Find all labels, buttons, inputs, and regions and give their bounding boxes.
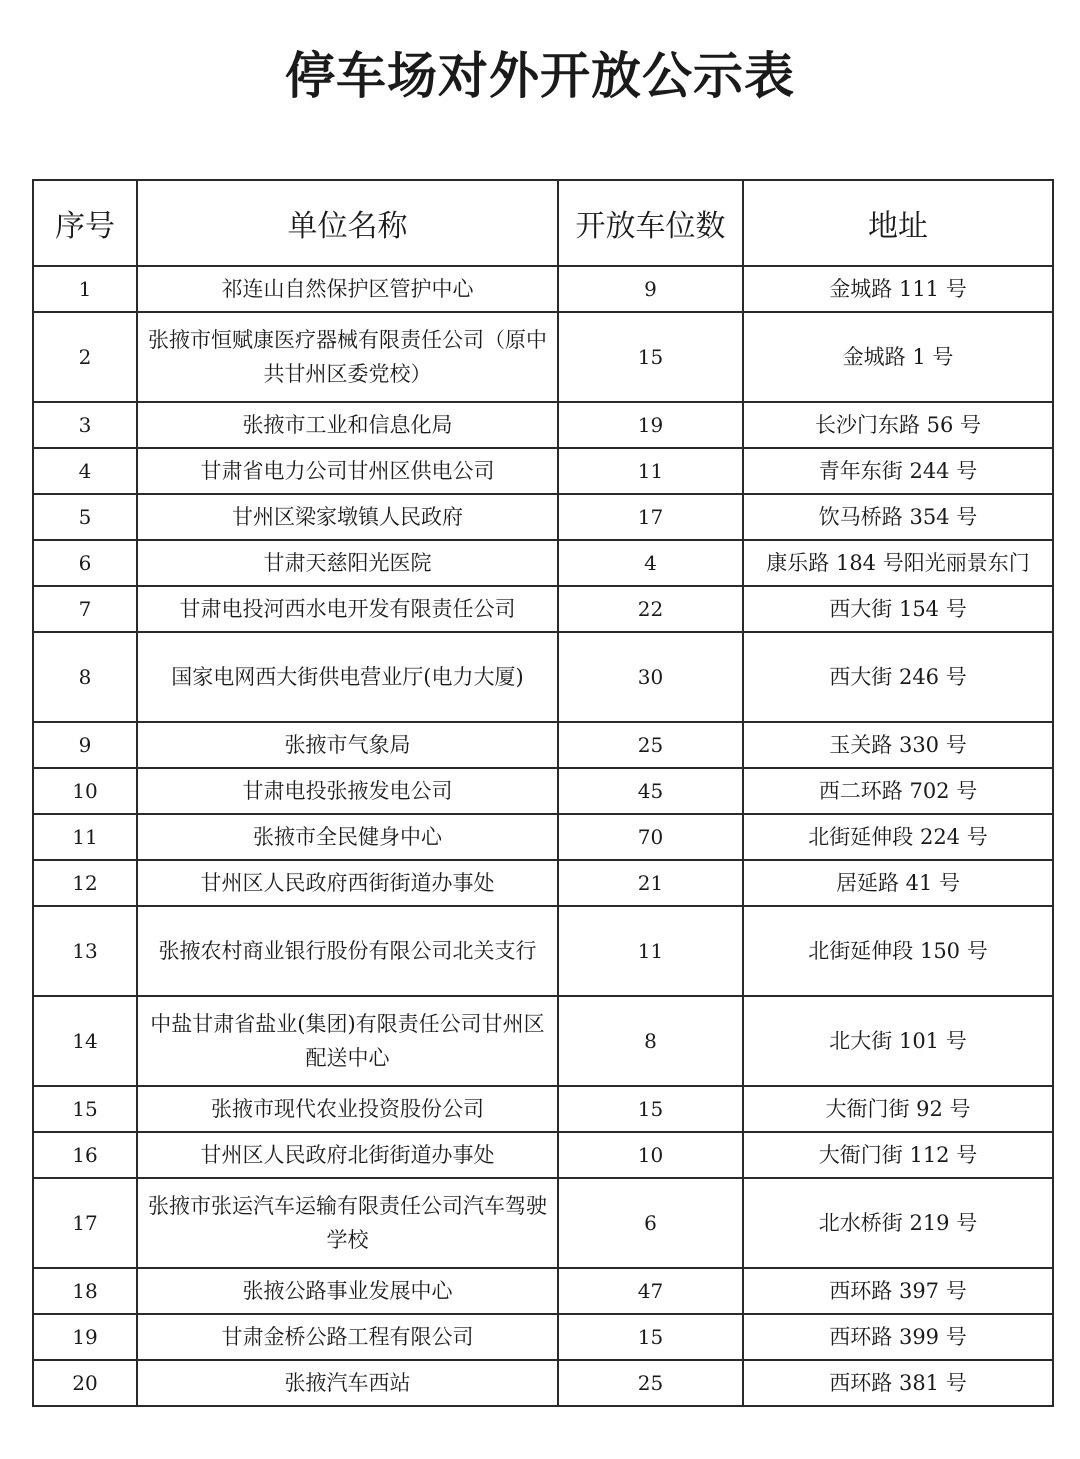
parking-table xyxy=(32,179,1054,1407)
cell-no: 15 xyxy=(33,1086,137,1132)
cell-count: 25 xyxy=(558,1360,743,1406)
table-row xyxy=(33,540,1053,586)
cell-count: 47 xyxy=(558,1268,743,1314)
cell-count: 45 xyxy=(558,768,743,814)
cell-no: 11 xyxy=(33,814,137,860)
cell-no: 13 xyxy=(33,906,137,996)
cell-name: 甘肃金桥公路工程有限公司 xyxy=(137,1314,558,1360)
cell-count: 21 xyxy=(558,860,743,906)
cell-address: 金城路 111 号 xyxy=(743,266,1053,312)
cell-address: 西环路 399 号 xyxy=(743,1314,1053,1360)
cell-count: 15 xyxy=(558,1086,743,1132)
cell-no: 1 xyxy=(33,266,137,312)
cell-address: 西环路 381 号 xyxy=(743,1360,1053,1406)
cell-no: 18 xyxy=(33,1268,137,1314)
cell-no: 20 xyxy=(33,1360,137,1406)
cell-no: 14 xyxy=(33,996,137,1086)
cell-address: 青年东街 244 号 xyxy=(743,448,1053,494)
cell-name: 张掖农村商业银行股份有限公司北关支行 xyxy=(137,906,558,996)
cell-address: 北街延伸段 150 号 xyxy=(743,906,1053,996)
cell-address: 西大街 154 号 xyxy=(743,586,1053,632)
cell-name: 张掖市气象局 xyxy=(137,722,558,768)
cell-no: 16 xyxy=(33,1132,137,1178)
cell-count: 15 xyxy=(558,1314,743,1360)
cell-name: 张掖市工业和信息化局 xyxy=(137,402,558,448)
cell-address: 北大街 101 号 xyxy=(743,996,1053,1086)
table-row xyxy=(33,586,1053,632)
cell-no: 8 xyxy=(33,632,137,722)
cell-name: 张掖市全民健身中心 xyxy=(137,814,558,860)
table-row xyxy=(33,1178,1053,1268)
cell-no: 3 xyxy=(33,402,137,448)
table-row xyxy=(33,632,1053,722)
cell-name: 张掖市张运汽车运输有限责任公司汽车驾驶学校 xyxy=(137,1178,558,1268)
cell-count: 70 xyxy=(558,814,743,860)
cell-name: 甘肃电投张掖发电公司 xyxy=(137,768,558,814)
cell-address: 西大街 246 号 xyxy=(743,632,1053,722)
cell-count: 25 xyxy=(558,722,743,768)
cell-count: 17 xyxy=(558,494,743,540)
cell-address: 玉关路 330 号 xyxy=(743,722,1053,768)
cell-count: 19 xyxy=(558,402,743,448)
cell-address: 大衙门街 112 号 xyxy=(743,1132,1053,1178)
cell-no: 2 xyxy=(33,312,137,402)
cell-name: 张掖市现代农业投资股份公司 xyxy=(137,1086,558,1132)
cell-name: 甘州区人民政府北街街道办事处 xyxy=(137,1132,558,1178)
cell-no: 17 xyxy=(33,1178,137,1268)
cell-name: 张掖公路事业发展中心 xyxy=(137,1268,558,1314)
cell-count: 9 xyxy=(558,266,743,312)
cell-count: 10 xyxy=(558,1132,743,1178)
cell-no: 10 xyxy=(33,768,137,814)
cell-address: 饮马桥路 354 号 xyxy=(743,494,1053,540)
header-no: 序号 xyxy=(33,180,137,266)
header-count: 开放车位数 xyxy=(558,180,743,266)
cell-name: 甘州区梁家墩镇人民政府 xyxy=(137,494,558,540)
cell-no: 9 xyxy=(33,722,137,768)
cell-no: 4 xyxy=(33,448,137,494)
table-row xyxy=(33,448,1053,494)
cell-name: 张掖汽车西站 xyxy=(137,1360,558,1406)
cell-address: 大衙门街 92 号 xyxy=(743,1086,1053,1132)
cell-address: 西环路 397 号 xyxy=(743,1268,1053,1314)
cell-count: 11 xyxy=(558,906,743,996)
table-row xyxy=(33,906,1053,996)
cell-count: 22 xyxy=(558,586,743,632)
table-row xyxy=(33,312,1053,402)
cell-count: 15 xyxy=(558,312,743,402)
table-row xyxy=(33,860,1053,906)
cell-no: 5 xyxy=(33,494,137,540)
cell-name: 国家电网西大街供电营业厅(电力大厦) xyxy=(137,632,558,722)
cell-count: 11 xyxy=(558,448,743,494)
cell-count: 8 xyxy=(558,996,743,1086)
cell-count: 6 xyxy=(558,1178,743,1268)
cell-address: 居延路 41 号 xyxy=(743,860,1053,906)
cell-address: 西二环路 702 号 xyxy=(743,768,1053,814)
cell-name: 祁连山自然保护区管护中心 xyxy=(137,266,558,312)
cell-address: 北街延伸段 224 号 xyxy=(743,814,1053,860)
header-name: 单位名称 xyxy=(137,180,558,266)
table-row xyxy=(33,1360,1053,1406)
cell-name: 甘肃天慈阳光医院 xyxy=(137,540,558,586)
cell-count: 4 xyxy=(558,540,743,586)
cell-address: 康乐路 184 号阳光丽景东门 xyxy=(743,540,1053,586)
table-row xyxy=(33,996,1053,1086)
cell-name: 甘肃省电力公司甘州区供电公司 xyxy=(137,448,558,494)
table-row xyxy=(33,1314,1053,1360)
table-row xyxy=(33,814,1053,860)
table-row xyxy=(33,402,1053,448)
table-row xyxy=(33,768,1053,814)
cell-no: 7 xyxy=(33,586,137,632)
cell-name: 张掖市恒赋康医疗器械有限责任公司（原中共甘州区委党校） xyxy=(137,312,558,402)
cell-name: 甘州区人民政府西街街道办事处 xyxy=(137,860,558,906)
cell-name: 甘肃电投河西水电开发有限责任公司 xyxy=(137,586,558,632)
table-row xyxy=(33,1086,1053,1132)
table-row xyxy=(33,494,1053,540)
table-row xyxy=(33,266,1053,312)
cell-no: 6 xyxy=(33,540,137,586)
cell-count: 30 xyxy=(558,632,743,722)
table-row xyxy=(33,1268,1053,1314)
table-row xyxy=(33,1132,1053,1178)
page-title: 停车场对外开放公示表 xyxy=(285,47,795,105)
cell-address: 金城路 1 号 xyxy=(743,312,1053,402)
cell-address: 长沙门东路 56 号 xyxy=(743,402,1053,448)
cell-no: 12 xyxy=(33,860,137,906)
cell-no: 19 xyxy=(33,1314,137,1360)
header-address: 地址 xyxy=(743,180,1053,266)
table-row xyxy=(33,722,1053,768)
cell-name: 中盐甘肃省盐业(集团)有限责任公司甘州区配送中心 xyxy=(137,996,558,1086)
table-header-row xyxy=(33,180,1053,266)
cell-address: 北水桥街 219 号 xyxy=(743,1178,1053,1268)
